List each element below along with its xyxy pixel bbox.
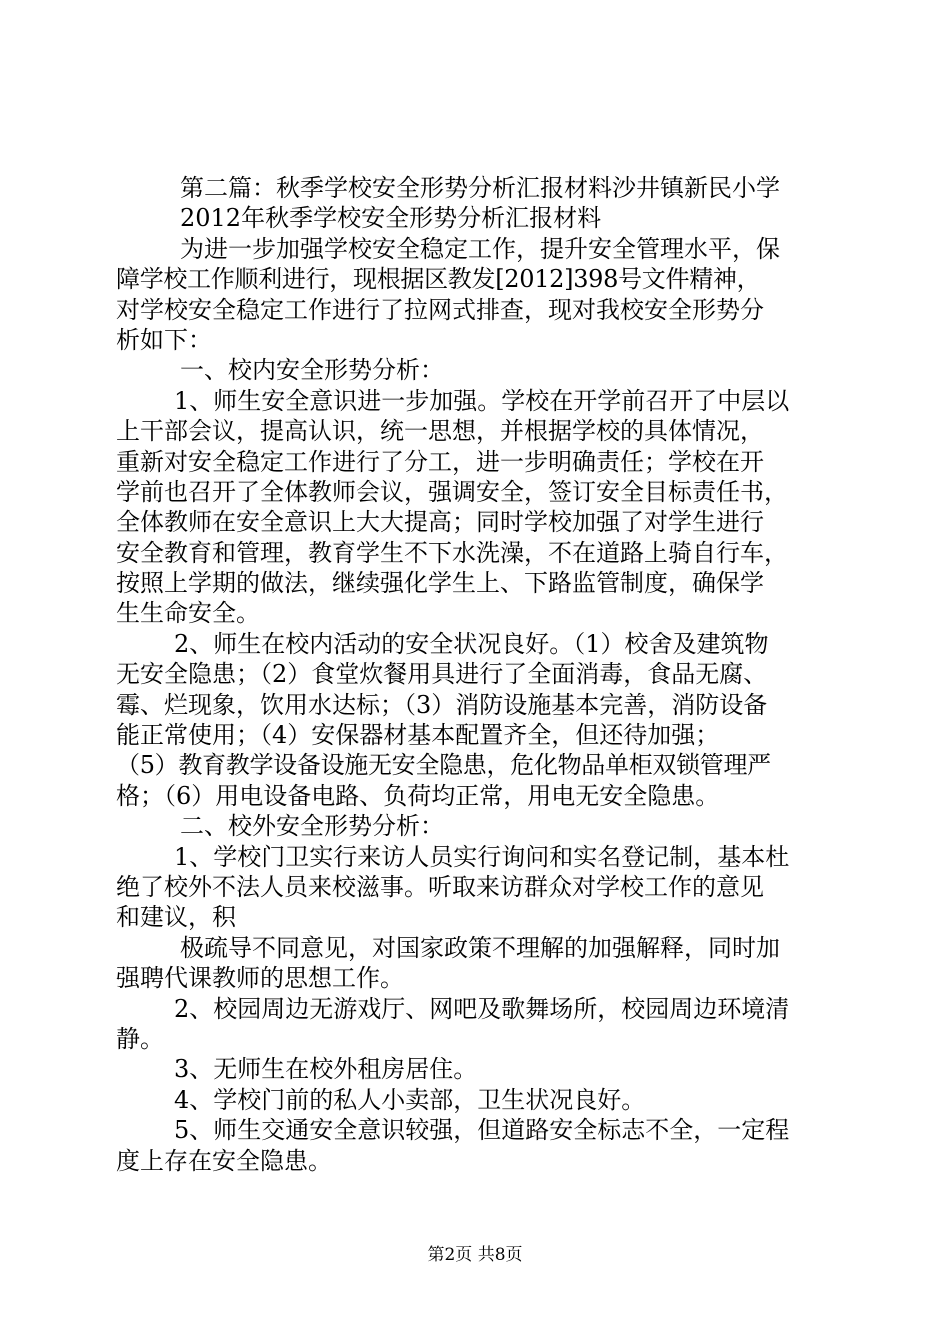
text-line: 全体教师在安全意识上大大提高；同时学校加强了对学生进行 xyxy=(116,508,764,537)
text-line: 5、师生交通安全意识较强，但道路安全标志不全，一定程 xyxy=(174,1116,790,1145)
page-number-footer: 第2页 共8页 xyxy=(427,1245,523,1265)
text-line: 和建议，积 xyxy=(116,903,236,932)
text-line: 绝了校外不法人员来校滋事。听取来访群众对学校工作的意见 xyxy=(116,872,764,901)
text-line: 4、学校门前的私人小卖部，卫生状况良好。 xyxy=(174,1085,646,1114)
text-line: （5）教育教学设备设施无安全隐患，危化物品单柜双锁管理严 xyxy=(116,751,771,780)
text-line: 静。 xyxy=(116,1024,164,1053)
text-line: 安全教育和管理，教育学生不下水洗澡，不在道路上骑自行车， xyxy=(116,538,788,567)
text-line: 3、无师生在校外租房居住。 xyxy=(174,1055,478,1084)
text-line: 按照上学期的做法，继续强化学生上、下路监管制度，确保学 xyxy=(116,569,764,598)
section-heading-line: 二、校外安全形势分析： xyxy=(180,812,444,841)
text-line: 2、校园周边无游戏厅、网吧及歌舞场所，校园周边环境清 xyxy=(174,994,790,1023)
heading-line: 第二篇：秋季学校安全形势分析汇报材料沙井镇新民小学 xyxy=(180,174,780,202)
text-line: 为进一步加强学校安全稳定工作，提升安全管理水平，保 xyxy=(180,234,780,263)
text-line: 重新对安全稳定工作进行了分工，进一步明确责任；学校在开 xyxy=(116,447,764,476)
text-line: 学前也召开了全体教师会议，强调安全，签订安全目标责任书， xyxy=(116,477,788,506)
text-line: 对学校安全稳定工作进行了拉网式排查，现对我校安全形势分 xyxy=(116,295,764,324)
text-line: 霉、烂现象，饮用水达标；（3）消防设施基本完善，消防设备 xyxy=(116,690,768,719)
text-line: 度上存在安全隐患。 xyxy=(116,1146,332,1175)
section-heading-line: 一、校内安全形势分析： xyxy=(180,356,444,385)
text-line: 生生命安全。 xyxy=(116,599,260,628)
document-body xyxy=(116,173,834,1176)
text-line: 1、学校门卫实行来访人员实行询问和实名登记制，基本杜 xyxy=(174,842,790,871)
text-line: 2、师生在校内活动的安全状况良好。（1）校舍及建筑物 xyxy=(174,629,769,658)
text-line: 1、师生安全意识进一步加强。学校在开学前召开了中层以 xyxy=(174,386,790,415)
text-line: 析如下： xyxy=(116,325,212,354)
text-line: 无安全隐患；（2）食堂炊餐用具进行了全面消毒，食品无腐、 xyxy=(116,660,768,689)
text-line: 极疏导不同意见，对国家政策不理解的加强解释，同时加 xyxy=(180,933,780,962)
text-line: 能正常使用；（4）安保器材基本配置齐全，但还待加强； xyxy=(116,721,720,750)
text-line: 障学校工作顺利进行，现根据区教发[2012]398号文件精神， xyxy=(116,265,761,294)
text-line: 格；（6）用电设备电路、负荷均正常，用电无安全隐患。 xyxy=(116,781,720,810)
text-line: 上干部会议，提高认识，统一思想，并根据学校的具体情况， xyxy=(116,417,764,446)
subheading-line: 2012年秋季学校安全形势分析汇报材料 xyxy=(180,204,602,233)
text-line: 强聘代课教师的思想工作。 xyxy=(116,964,404,993)
